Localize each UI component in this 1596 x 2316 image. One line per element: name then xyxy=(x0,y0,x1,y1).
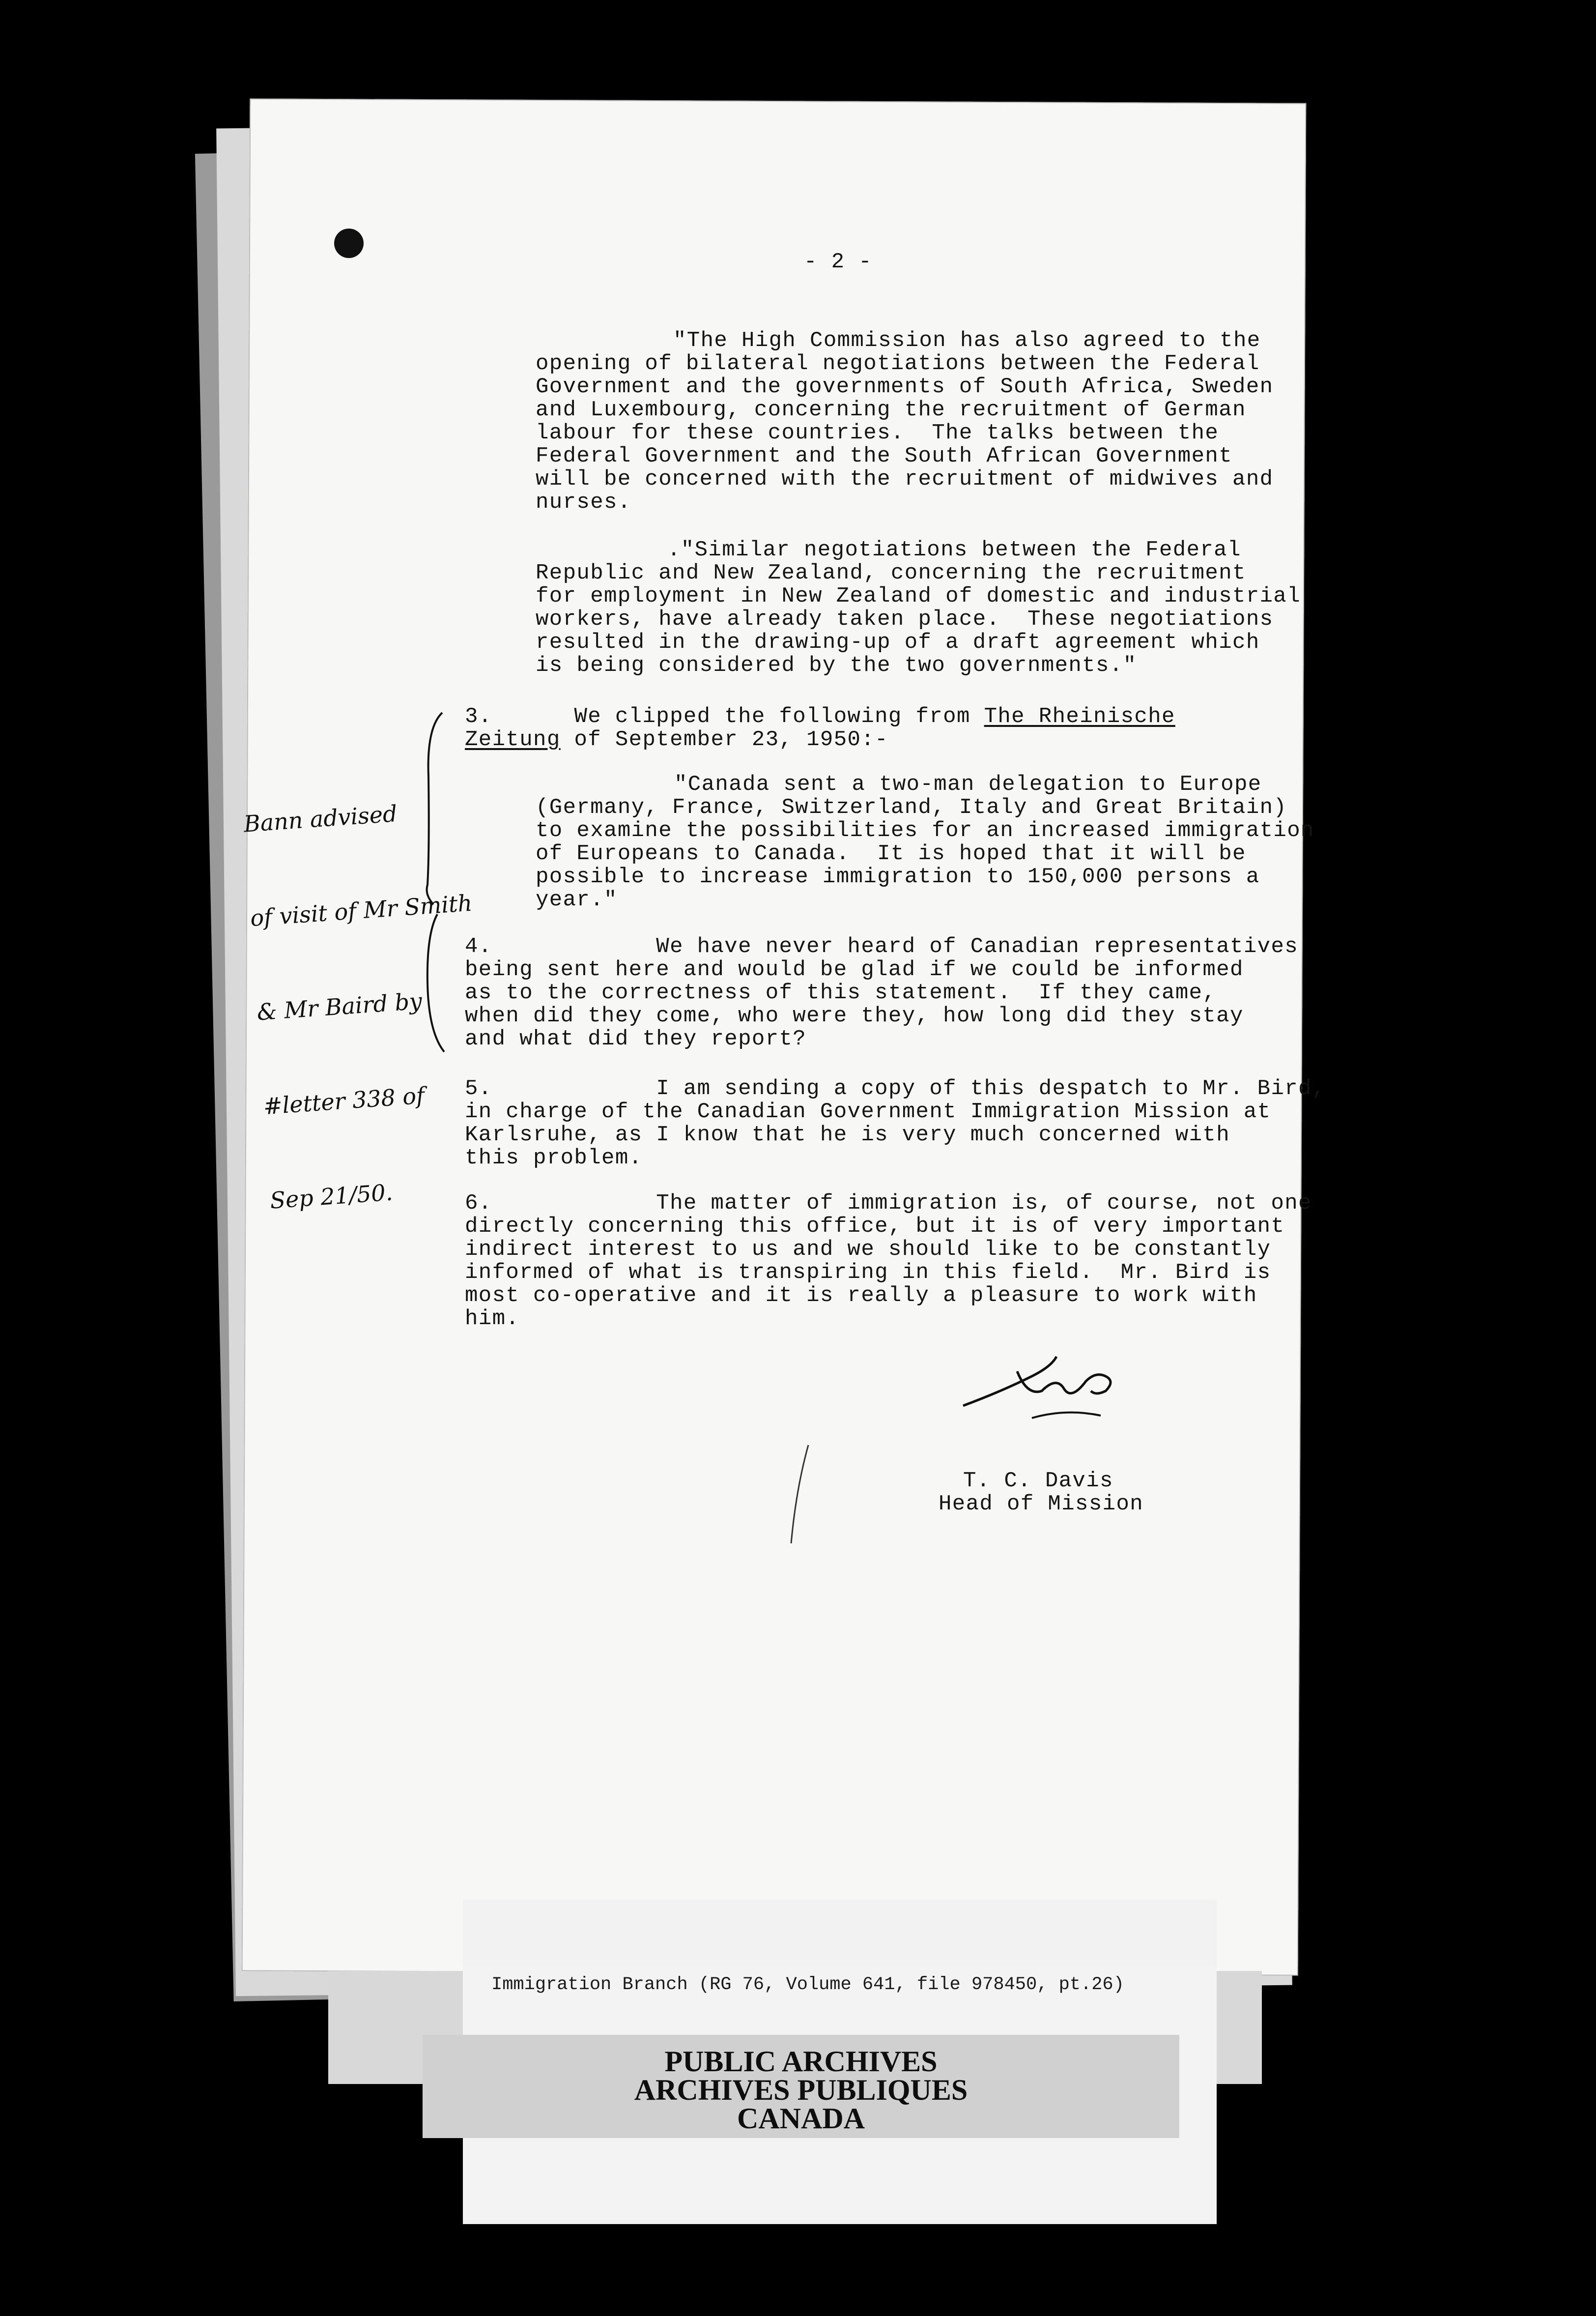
text-line: "The High Commission has also agreed to the xyxy=(673,328,1261,353)
handwritten-line: #letter 338 of xyxy=(262,1082,426,1120)
paragraph-4 xyxy=(465,935,1298,1051)
paragraph-number: 4. xyxy=(465,934,492,959)
text-line xyxy=(465,935,1298,958)
text-line: Federal Government and the South African Government xyxy=(536,444,1233,468)
text-fragment: I am sending a copy of this despatch to Mr. Bird, xyxy=(656,1076,1326,1101)
handwritten-line: & Mr Baird by xyxy=(256,987,423,1026)
text-line xyxy=(465,1077,1326,1100)
margin-bracket-icon xyxy=(423,708,452,1062)
text-line: being sent here and would be glad if we could be informed xyxy=(465,957,1244,982)
text-line: Karlsruhe, as I know that he is very much concerned with xyxy=(465,1123,1230,1147)
text-line: ."Similar negotiations between the Federal xyxy=(667,538,1241,562)
text-line: nurses. xyxy=(536,490,631,515)
text-line: informed of what is transpiring in this field. Mr. Bird is xyxy=(465,1260,1271,1285)
text-line: indirect interest to us and we should like to be constantly xyxy=(465,1237,1271,1262)
text-line: is being considered by the two governments." xyxy=(536,653,1137,678)
text-line: Government and the governments of South Africa, Sweden xyxy=(536,375,1274,399)
handwritten-line: Sep 21/50. xyxy=(269,1179,394,1214)
signatory-title: Head of Mission xyxy=(939,1492,1144,1516)
text-line xyxy=(465,728,1175,752)
paragraph-3 xyxy=(465,705,1175,752)
text-line: possible to increase immigration to 150,000 persons a xyxy=(536,865,1260,889)
text-line xyxy=(465,1192,1312,1215)
text-line: most co-operative and it is really a pleasure to work with xyxy=(465,1283,1257,1308)
text-line xyxy=(465,705,1175,728)
text-fragment: of September 23, 1950:- xyxy=(560,727,888,752)
text-line: and Luxembourg, concerning the recruitment of German xyxy=(536,398,1246,422)
paragraph-number: 3. xyxy=(465,704,492,729)
handwritten-line: of visit of Mr Smith xyxy=(249,889,473,932)
text-line: and what did they report? xyxy=(465,1027,807,1051)
text-fragment: We have never heard of Canadian representatives xyxy=(656,934,1299,959)
signature-scribble-icon xyxy=(958,1342,1125,1430)
text-line: labour for these countries. The talks between the xyxy=(536,421,1219,445)
text-line: workers, have already taken place. These negotiations xyxy=(536,607,1274,632)
text-line: will be concerned with the recruitment of midwives and xyxy=(536,467,1274,492)
text-line: of Europeans to Canada. It is hoped that it will be xyxy=(536,841,1246,866)
paragraph-number: 6. xyxy=(465,1191,492,1216)
text-line: "Canada sent a two-man delegation to Europe xyxy=(674,772,1262,797)
newspaper-title: The Rheinische xyxy=(984,704,1175,729)
paragraph-6 xyxy=(465,1192,1312,1331)
paragraph-number: 5. xyxy=(465,1076,492,1101)
punch-hole xyxy=(334,229,364,258)
text-line: when did they come, who were they, how long did they stay xyxy=(465,1004,1244,1028)
text-line: Republic and New Zealand, concerning the recruitment xyxy=(536,561,1246,585)
archive-reference: Immigration Branch (RG 76, Volume 641, file 978450, pt.26) xyxy=(491,1974,1124,1995)
text-line: as to the correctness of this statement. If they came, xyxy=(465,981,1217,1005)
text-fragment: The matter of immigration is, of course, not one xyxy=(656,1191,1312,1216)
quote-new-zealand xyxy=(536,539,1301,677)
paragraph-5 xyxy=(465,1077,1326,1170)
page-number: - 2 - xyxy=(804,250,873,274)
quote-high-commission xyxy=(536,329,1273,514)
text-line: to examine the possibilities for an increased immigration xyxy=(536,818,1314,843)
text-line: resulted in the drawing-up of a draft agreement which xyxy=(536,630,1260,655)
handwritten-line: Bann advised xyxy=(243,800,399,838)
pen-stroke-icon xyxy=(786,1440,816,1553)
stamp-line: CANADA xyxy=(737,2102,865,2135)
text-line: for employment in New Zealand of domestic and industrial xyxy=(536,584,1301,608)
archive-label-card xyxy=(463,1900,1217,1973)
signatory-name: T. C. Davis xyxy=(963,1469,1113,1493)
text-line: in charge of the Canadian Government Immigration Mission at xyxy=(465,1100,1271,1124)
text-fragment: We clipped the following from xyxy=(574,704,984,729)
text-line: year." xyxy=(536,888,618,912)
stamp-line: PUBLIC ARCHIVES xyxy=(664,2045,938,2078)
stamp-line: ARCHIVES PUBLIQUES xyxy=(634,2074,968,2106)
text-line: (Germany, France, Switzerland, Italy and Great Britain) xyxy=(536,795,1287,820)
text-line: him. xyxy=(465,1306,520,1331)
text-line: directly concerning this office, but it is of very important xyxy=(465,1214,1285,1239)
newspaper-title: Zeitung xyxy=(465,727,561,752)
text-line: this problem. xyxy=(465,1146,643,1170)
handwritten-note xyxy=(238,730,495,1247)
text-line: opening of bilateral negotiations between the Federal xyxy=(536,351,1260,376)
archive-stamp xyxy=(604,2047,998,2133)
quote-canada xyxy=(536,773,1314,912)
